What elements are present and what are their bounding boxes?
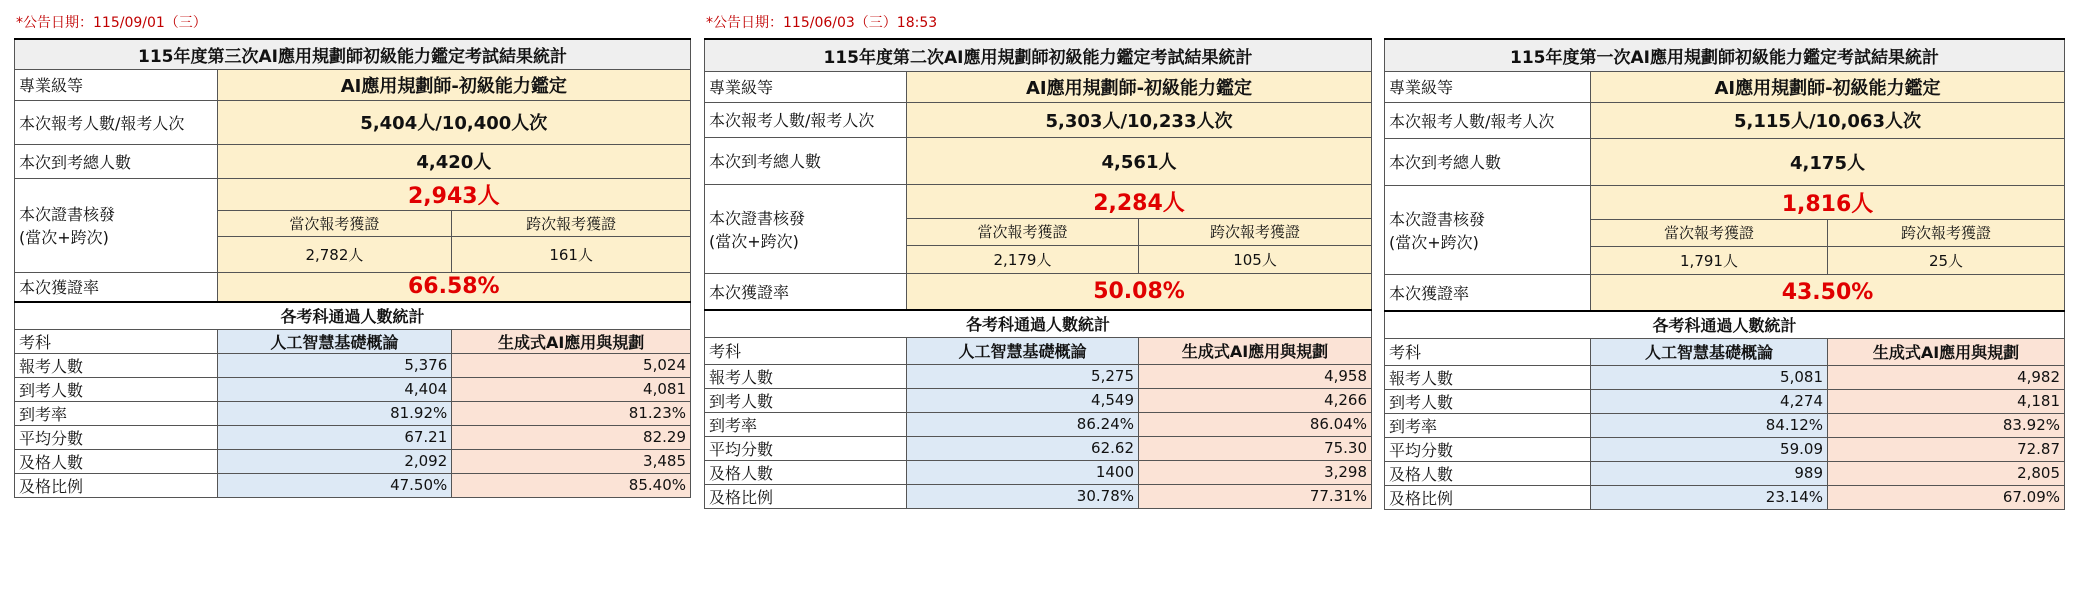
subject2-value: 4,181 — [1828, 389, 2065, 413]
subject2-value: 5,024 — [452, 353, 691, 377]
subject2-value: 75.30 — [1139, 436, 1372, 460]
cross-cert-label: 跨次報考獲證 — [1828, 219, 2065, 246]
table-row — [705, 412, 1372, 436]
current-cert-label: 當次報考獲證 — [217, 210, 452, 236]
subject1-header: 人工智慧基礎概論 — [1591, 338, 1828, 365]
subject2-value: 86.04% — [1139, 412, 1372, 436]
row-label: 平均分數 — [1385, 437, 1591, 461]
row-label: 及格比例 — [15, 473, 218, 497]
certs-value: 2,943人 — [217, 178, 690, 210]
applicants-label: 本次報考人數/報考人次 — [1385, 102, 1591, 138]
table-row — [1385, 461, 2065, 485]
subject2-value: 3,298 — [1139, 460, 1372, 484]
table-row — [705, 484, 1372, 508]
table-row — [15, 473, 691, 497]
subject1-value: 5,376 — [217, 353, 452, 377]
table-row — [705, 460, 1372, 484]
subject2-value: 81.23% — [452, 401, 691, 425]
subject1-value: 84.12% — [1591, 413, 1828, 437]
row-label: 平均分數 — [705, 436, 907, 460]
section-title: 各考科通過人數統計 — [705, 310, 1372, 337]
section-title: 各考科通過人數統計 — [15, 302, 691, 329]
row-label: 到考人數 — [705, 388, 907, 412]
subject2-header: 生成式AI應用與規劃 — [1139, 337, 1372, 364]
subject2-value: 4,982 — [1828, 365, 2065, 389]
row-label: 到考率 — [705, 412, 907, 436]
announcement-date-2: *公告日期：115/06/03（三）18:53 — [706, 15, 938, 31]
subject1-value: 67.21 — [217, 425, 452, 449]
subject2-header: 生成式AI應用與規劃 — [452, 329, 691, 353]
subject2-value: 83.92% — [1828, 413, 2065, 437]
certs-sublabel: (當次+跨次) — [709, 231, 799, 251]
subject1-value: 62.62 — [907, 436, 1139, 460]
certs-value: 2,284人 — [907, 184, 1372, 218]
row-label: 及格人數 — [705, 460, 907, 484]
level-label: 專業級等 — [1385, 71, 1591, 102]
table-row — [1385, 413, 2065, 437]
row-label: 到考率 — [15, 401, 218, 425]
subject2-value: 72.87 — [1828, 437, 2065, 461]
cross-cert-value: 25人 — [1828, 246, 2065, 274]
attendees-value: 4,420人 — [217, 144, 690, 178]
cert-rate-label: 本次獲證率 — [1385, 274, 1591, 311]
row-label: 到考率 — [1385, 413, 1591, 437]
cert-rate-label: 本次獲證率 — [15, 272, 218, 302]
current-cert-value: 2,782人 — [217, 236, 452, 272]
cert-rate-label: 本次獲證率 — [705, 273, 907, 310]
subject1-value: 81.92% — [217, 401, 452, 425]
level-label: 專業級等 — [15, 69, 218, 100]
cross-cert-label: 跨次報考獲證 — [452, 210, 691, 236]
table-row — [705, 388, 1372, 412]
table-row — [705, 436, 1372, 460]
applicants-value: 5,303人/10,233人次 — [907, 102, 1372, 137]
subject-header: 考科 — [1385, 338, 1591, 365]
certs-sublabel: (當次+跨次) — [1389, 232, 1479, 252]
subject1-value: 59.09 — [1591, 437, 1828, 461]
subject1-header: 人工智慧基礎概論 — [907, 337, 1139, 364]
table-title: 115年度第二次AI應用規劃師初級能力鑑定考試結果統計 — [705, 39, 1372, 71]
cross-cert-label: 跨次報考獲證 — [1139, 218, 1372, 245]
current-cert-value: 1,791人 — [1591, 246, 1828, 274]
row-label: 報考人數 — [705, 364, 907, 388]
exam-results-table — [1384, 38, 2065, 510]
certs-label: 本次證書核發 — [19, 205, 116, 224]
attendees-label: 本次到考總人數 — [1385, 138, 1591, 185]
certs-label-cell — [1385, 185, 1591, 274]
exam-results-table — [14, 38, 691, 498]
subject1-value: 4,274 — [1591, 389, 1828, 413]
current-cert-value: 2,179人 — [907, 245, 1139, 273]
subject2-value: 4,958 — [1139, 364, 1372, 388]
certs-sublabel: (當次+跨次) — [19, 228, 109, 247]
level-label: 專業級等 — [705, 71, 907, 102]
row-label: 及格人數 — [1385, 461, 1591, 485]
subject1-value: 30.78% — [907, 484, 1139, 508]
attendees-value: 4,561人 — [907, 137, 1372, 184]
row-label: 平均分數 — [15, 425, 218, 449]
table-row — [15, 449, 691, 473]
table-title: 115年度第一次AI應用規劃師初級能力鑑定考試結果統計 — [1385, 39, 2065, 71]
subject1-value: 86.24% — [907, 412, 1139, 436]
subject2-value: 3,485 — [452, 449, 691, 473]
table-row — [15, 377, 691, 401]
subject1-value: 47.50% — [217, 473, 452, 497]
table-row — [15, 401, 691, 425]
row-label: 及格人數 — [15, 449, 218, 473]
subject-header: 考科 — [705, 337, 907, 364]
row-label: 及格比例 — [1385, 485, 1591, 509]
attendees-value: 4,175人 — [1591, 138, 2065, 185]
subject1-value: 1400 — [907, 460, 1139, 484]
subject1-header: 人工智慧基礎概論 — [217, 329, 452, 353]
applicants-label: 本次報考人數/報考人次 — [15, 100, 218, 144]
subject1-value: 4,549 — [907, 388, 1139, 412]
certs-label-cell — [705, 184, 907, 273]
subject2-header: 生成式AI應用與規劃 — [1828, 338, 2065, 365]
subject2-value: 67.09% — [1828, 485, 2065, 509]
table-title: 115年度第三次AI應用規劃師初級能力鑑定考試結果統計 — [15, 39, 691, 69]
subject1-value: 4,404 — [217, 377, 452, 401]
row-label: 到考人數 — [15, 377, 218, 401]
subject2-value: 2,805 — [1828, 461, 2065, 485]
subject2-value: 4,081 — [452, 377, 691, 401]
table-row — [15, 425, 691, 449]
level-value: AI應用規劃師-初級能力鑑定 — [1591, 71, 2065, 102]
certs-label: 本次證書核發 — [1389, 209, 1486, 229]
subject1-value: 5,275 — [907, 364, 1139, 388]
table-row — [1385, 485, 2065, 509]
subject2-value: 82.29 — [452, 425, 691, 449]
level-value: AI應用規劃師-初級能力鑑定 — [907, 71, 1372, 102]
cross-cert-value: 105人 — [1139, 245, 1372, 273]
certs-label: 本次證書核發 — [709, 208, 806, 228]
subject1-value: 2,092 — [217, 449, 452, 473]
table-row — [1385, 437, 2065, 461]
row-label: 及格比例 — [705, 484, 907, 508]
table-row — [1385, 389, 2065, 413]
subject1-value: 5,081 — [1591, 365, 1828, 389]
certs-value: 1,816人 — [1591, 185, 2065, 219]
applicants-value: 5,115人/10,063人次 — [1591, 102, 2065, 138]
announcement-date-1: *公告日期：115/09/01（三） — [16, 15, 207, 31]
table-row — [15, 353, 691, 377]
subject2-value: 4,266 — [1139, 388, 1372, 412]
applicants-value: 5,404人/10,400人次 — [217, 100, 690, 144]
cross-cert-value: 161人 — [452, 236, 691, 272]
current-cert-label: 當次報考獲證 — [1591, 219, 1828, 246]
subject1-value: 23.14% — [1591, 485, 1828, 509]
cert-rate-value: 50.08% — [907, 273, 1372, 310]
row-label: 報考人數 — [1385, 365, 1591, 389]
subject-header: 考科 — [15, 329, 218, 353]
certs-label-cell — [15, 178, 218, 272]
subject1-value: 989 — [1591, 461, 1828, 485]
section-title: 各考科通過人數統計 — [1385, 311, 2065, 338]
attendees-label: 本次到考總人數 — [15, 144, 218, 178]
cert-rate-value: 43.50% — [1591, 274, 2065, 311]
attendees-label: 本次到考總人數 — [705, 137, 907, 184]
cert-rate-value: 66.58% — [217, 272, 690, 302]
subject2-value: 85.40% — [452, 473, 691, 497]
subject2-value: 77.31% — [1139, 484, 1372, 508]
level-value: AI應用規劃師-初級能力鑑定 — [217, 69, 690, 100]
row-label: 到考人數 — [1385, 389, 1591, 413]
exam-results-table — [704, 38, 1372, 509]
current-cert-label: 當次報考獲證 — [907, 218, 1139, 245]
table-row — [1385, 365, 2065, 389]
table-row — [705, 364, 1372, 388]
applicants-label: 本次報考人數/報考人次 — [705, 102, 907, 137]
row-label: 報考人數 — [15, 353, 218, 377]
